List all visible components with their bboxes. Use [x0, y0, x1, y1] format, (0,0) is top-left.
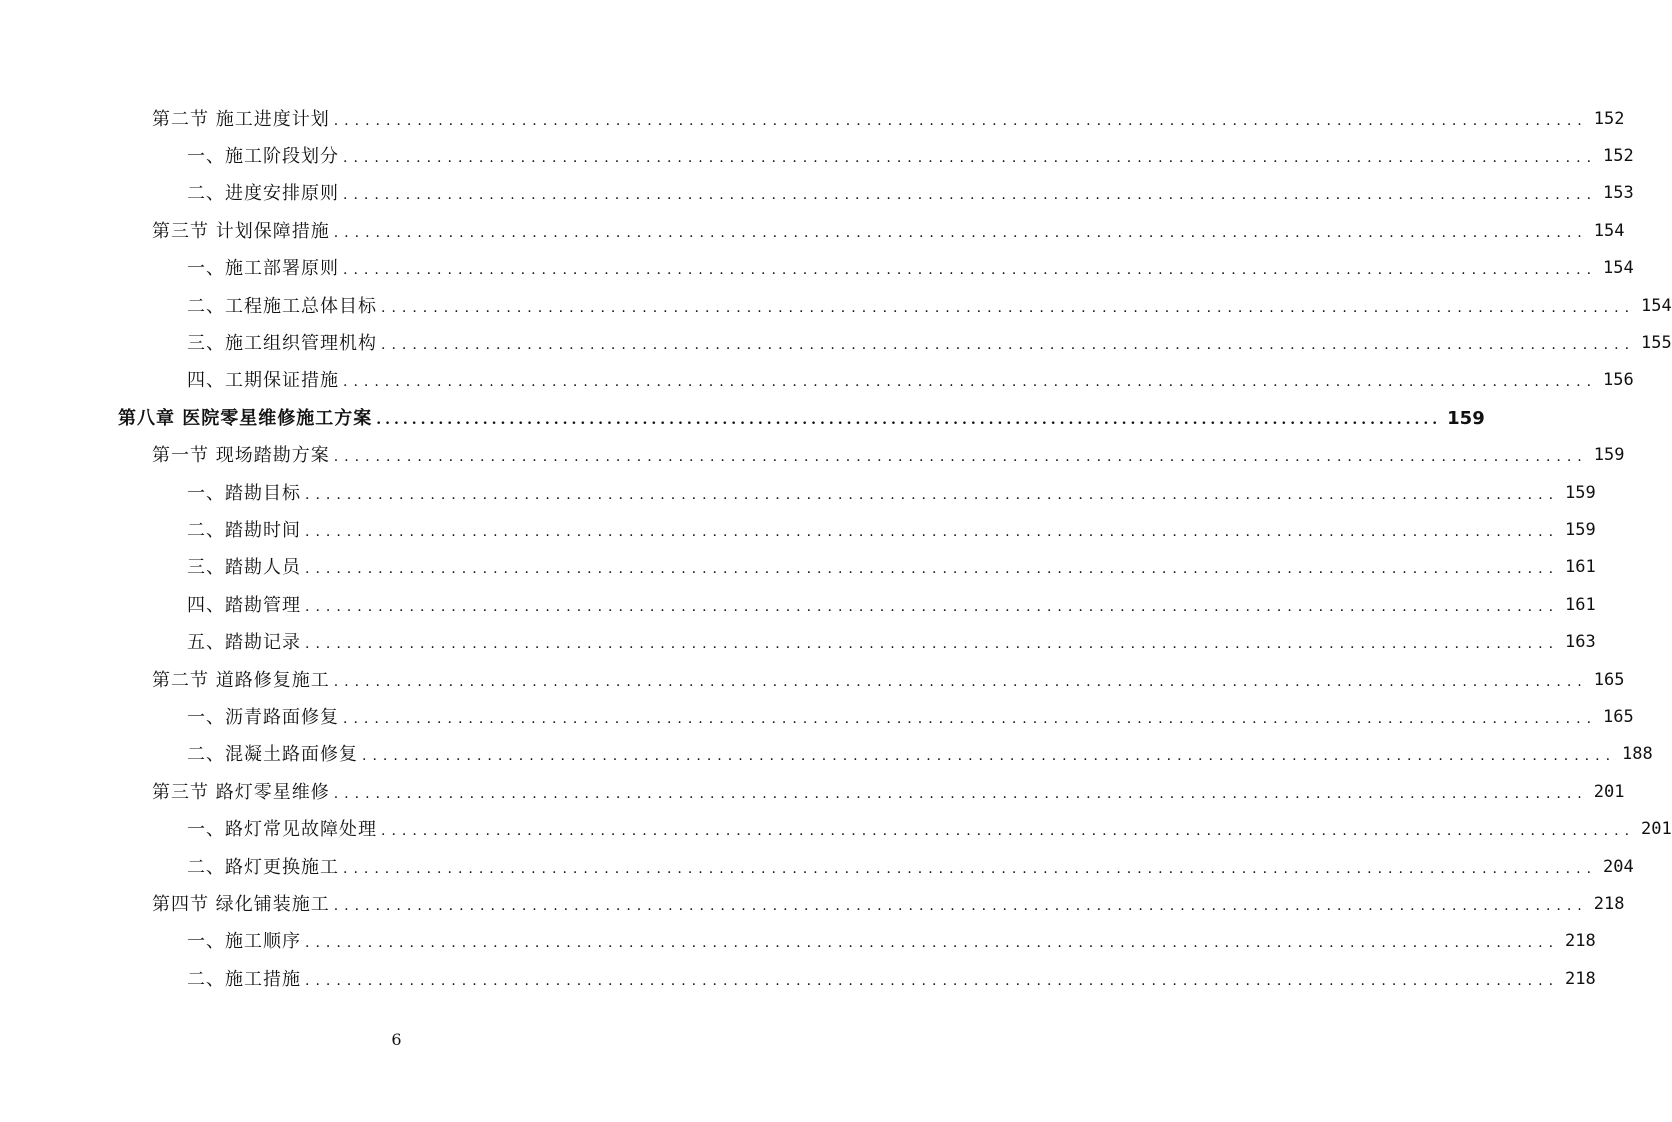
dot-leader: ........................................................................................................................ [333, 449, 1588, 466]
dot-leader: ........................................................................................................................ [381, 336, 1636, 353]
toc-subsection-entry[interactable] [187, 587, 1596, 624]
dot-leader: ........................................................................................................................ [381, 299, 1636, 316]
toc-entry-page: 161 [1565, 557, 1596, 578]
toc-entry-label: 二、踏勘时间 [187, 519, 301, 541]
toc-entry-label: 第三节 计划保障措施 [152, 220, 330, 242]
toc-entry-label: 二、工程施工总体目标 [187, 295, 377, 317]
toc-entry-label: 二、混凝土路面修复 [187, 744, 358, 766]
toc-entry-page: 201 [1593, 781, 1625, 802]
toc-entry-page: 218 [1565, 968, 1596, 989]
toc-entry-label: 第八章 医院零星维修施工方案 [118, 407, 373, 429]
toc-entry-page: 159 [1593, 445, 1625, 466]
toc-subsection-entry[interactable] [187, 624, 1596, 661]
toc-entry-page: 161 [1565, 594, 1596, 615]
toc-entry-page: 159 [1447, 407, 1485, 429]
toc-entry-label: 第二节 施工进度计划 [152, 108, 330, 130]
page-number: 6 [391, 1030, 402, 1049]
toc-entry-label: 第四节 绿化铺装施工 [152, 893, 330, 915]
toc-entry-page: 152 [1603, 145, 1634, 166]
toc-section-entry[interactable] [152, 437, 1625, 474]
toc-subsection-entry[interactable] [187, 923, 1596, 960]
toc-entry-label: 四、踏勘管理 [187, 594, 301, 616]
dot-leader: ........................................................................................................................ [305, 486, 1560, 503]
dot-leader: ........................................................................................................................ [343, 860, 1598, 877]
toc-subsection-entry[interactable] [187, 475, 1596, 512]
toc-entry-page: 201 [1641, 819, 1672, 840]
toc-entry-page: 155 [1641, 332, 1672, 353]
dot-leader: ........................................................................................................................ [376, 411, 1442, 428]
toc-subsection-entry[interactable] [187, 288, 1672, 325]
toc-entry-page: 154 [1603, 258, 1634, 279]
table-of-contents [0, 100, 1672, 1000]
dot-leader: ........................................................................................................................ [333, 785, 1588, 802]
toc-entry-label: 四、工期保证措施 [187, 370, 339, 392]
toc-subsection-entry[interactable] [187, 699, 1634, 736]
toc-section-entry[interactable] [152, 101, 1625, 138]
dot-leader: ........................................................................................................................ [343, 374, 1598, 391]
toc-entry-label: 二、路灯更换施工 [187, 856, 339, 878]
toc-subsection-entry[interactable] [187, 961, 1596, 998]
dot-leader: ........................................................................................................................ [381, 823, 1636, 840]
dot-leader: ........................................................................................................................ [305, 935, 1560, 952]
dot-leader: ........................................................................................................................ [333, 112, 1588, 129]
toc-subsection-entry[interactable] [187, 250, 1634, 287]
dot-leader: ........................................................................................................................ [305, 561, 1560, 578]
toc-entry-page: 163 [1565, 632, 1596, 653]
toc-entry-label: 一、踏勘目标 [187, 482, 301, 504]
toc-subsection-entry[interactable] [187, 849, 1634, 886]
toc-subsection-entry[interactable] [187, 512, 1596, 549]
toc-entry-label: 一、路灯常见故障处理 [187, 819, 377, 841]
toc-section-entry[interactable] [152, 213, 1625, 250]
toc-chapter-entry[interactable] [118, 400, 1485, 437]
toc-section-entry[interactable] [152, 886, 1625, 923]
toc-entry-label: 第二节 道路修复施工 [152, 669, 330, 691]
toc-entry-page: 218 [1565, 931, 1596, 952]
toc-section-entry[interactable] [152, 662, 1625, 699]
toc-entry-label: 一、施工部署原则 [187, 258, 339, 280]
toc-entry-label: 一、施工阶段划分 [187, 145, 339, 167]
dot-leader: ........................................................................................................................ [305, 523, 1560, 540]
toc-entry-label: 三、踏勘人员 [187, 557, 301, 579]
toc-subsection-entry[interactable] [187, 549, 1596, 586]
dot-leader: ........................................................................................................................ [333, 897, 1588, 914]
toc-entry-label: 二、进度安排原则 [187, 183, 339, 205]
dot-leader: ........................................................................................................................ [333, 673, 1588, 690]
dot-leader: ........................................................................................................................ [362, 748, 1617, 765]
toc-entry-label: 第一节 现场踏勘方案 [152, 445, 330, 467]
toc-entry-page: 188 [1622, 744, 1653, 765]
toc-entry-page: 218 [1593, 893, 1625, 914]
toc-subsection-entry[interactable] [187, 811, 1672, 848]
toc-entry-page: 154 [1593, 220, 1625, 241]
toc-entry-page: 152 [1593, 108, 1625, 129]
toc-entry-page: 154 [1641, 295, 1672, 316]
dot-leader: ........................................................................................................................ [305, 598, 1560, 615]
toc-entry-page: 159 [1565, 519, 1596, 540]
toc-entry-page: 165 [1603, 706, 1634, 727]
toc-entry-label: 三、施工组织管理机构 [187, 332, 377, 354]
dot-leader: ........................................................................................................................ [305, 636, 1560, 653]
dot-leader: ........................................................................................................................ [343, 262, 1598, 279]
toc-section-entry[interactable] [152, 774, 1625, 811]
toc-entry-page: 156 [1603, 370, 1634, 391]
toc-entry-label: 二、施工措施 [187, 968, 301, 990]
toc-entry-label: 一、沥青路面修复 [187, 706, 339, 728]
dot-leader: ........................................................................................................................ [343, 710, 1598, 727]
toc-subsection-entry[interactable] [187, 736, 1653, 773]
toc-subsection-entry[interactable] [187, 138, 1634, 175]
dot-leader: ........................................................................................................................ [343, 149, 1598, 166]
toc-subsection-entry[interactable] [187, 362, 1634, 399]
toc-subsection-entry[interactable] [187, 175, 1634, 212]
toc-entry-page: 153 [1603, 183, 1634, 204]
toc-entry-page: 204 [1603, 856, 1634, 877]
toc-subsection-entry[interactable] [187, 325, 1672, 362]
toc-entry-page: 159 [1565, 482, 1596, 503]
dot-leader: ........................................................................................................................ [305, 972, 1560, 989]
toc-entry-label: 第三节 路灯零星维修 [152, 781, 330, 803]
toc-entry-page: 165 [1593, 669, 1625, 690]
dot-leader: ........................................................................................................................ [343, 187, 1598, 204]
dot-leader: ........................................................................................................................ [333, 224, 1588, 241]
toc-entry-label: 五、踏勘记录 [187, 632, 301, 654]
toc-entry-label: 一、施工顺序 [187, 931, 301, 953]
